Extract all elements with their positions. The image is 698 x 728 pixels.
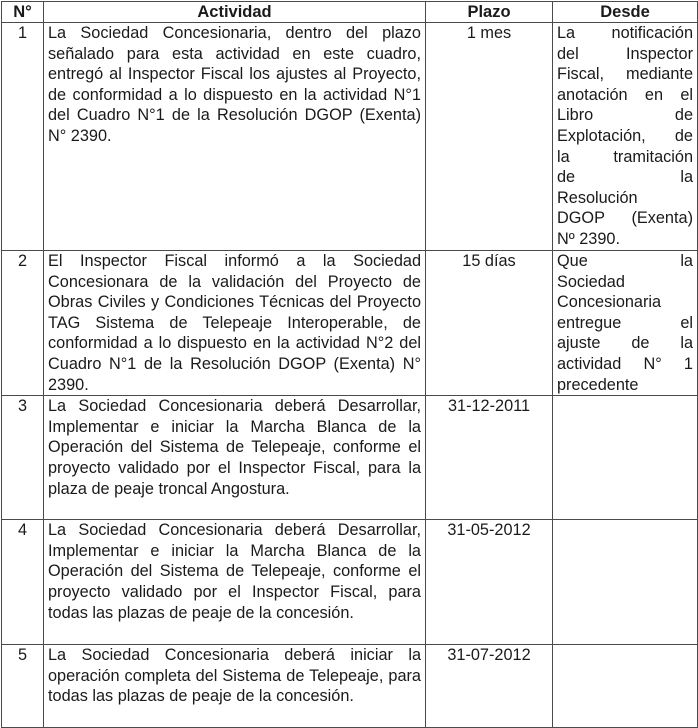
row-actividad: La Sociedad Concesionaria, dentro del plazo señalado para esta actividad en este cuadro, entregó al Inspector Fiscal los ajustes al Proyecto, de conformidad a lo dispuesto en la actividad N°1 del Cuadro N°1 de la Resolución DGOP (Exenta) N° 2390. xyxy=(44,23,426,251)
row-plazo: 31-05-2012 xyxy=(426,520,553,645)
desde-line: Libro de xyxy=(557,106,693,125)
row-desde xyxy=(553,645,698,728)
desde-line: Explotación, de xyxy=(557,126,693,145)
table-row xyxy=(2,23,698,251)
desde-line: entregue el xyxy=(557,313,693,332)
desde-line: Nº 2390. xyxy=(557,229,620,248)
row-actividad: La Sociedad Concesionaria deberá iniciar la operación completa del Sistema de Telepeaje, para todas las plazas de peaje de la concesión. xyxy=(44,645,426,728)
desde-line: Concesionaria xyxy=(557,293,662,312)
row-desde xyxy=(553,396,698,520)
desde-line: Que la xyxy=(557,252,693,270)
desde-line: del Inspector xyxy=(557,44,693,63)
desde-line: DGOP (Exenta) xyxy=(557,209,693,228)
row-desde xyxy=(553,23,698,251)
row-plazo: 1 mes xyxy=(426,23,553,251)
row-plazo: 15 días xyxy=(426,251,553,396)
row-number: 5 xyxy=(2,645,44,728)
table-row xyxy=(2,645,698,728)
desde-line: actividad N° 1 xyxy=(557,354,693,373)
row-number: 1 xyxy=(2,23,44,251)
row-actividad: La Sociedad Concesionaria deberá Desarrollar, Implementar e iniciar la Marcha Blanca de la Operación del Sistema de Telepeaje, conforme el proyecto validado por el Inspector Fiscal, para todas las plazas de peaje de la concesión. xyxy=(44,520,426,645)
desde-line: Resolución xyxy=(557,188,638,207)
desde-line: de la xyxy=(557,168,693,187)
header-num: N° xyxy=(2,2,44,23)
table-row xyxy=(2,520,698,645)
desde-line: La notificación xyxy=(557,24,693,42)
desde-line: Fiscal, mediante xyxy=(557,65,693,84)
row-plazo: 31-12-2011 xyxy=(426,396,553,520)
row-desde xyxy=(553,520,698,645)
table-row xyxy=(2,396,698,520)
activities-table xyxy=(1,1,698,728)
header-actividad: Actividad xyxy=(44,2,426,23)
table-row xyxy=(2,251,698,396)
row-number: 3 xyxy=(2,396,44,520)
desde-line: la tramitación xyxy=(557,147,693,166)
row-number: 2 xyxy=(2,251,44,396)
row-actividad: La Sociedad Concesionaria deberá Desarrollar, Implementar e iniciar la Marcha Blanca de la Operación del Sistema de Telepeaje, conforme el proyecto validado por el Inspector Fiscal, para la plaza de peaje troncal Angostura. xyxy=(44,396,426,520)
desde-line: precedente xyxy=(557,375,639,394)
header-desde: Desde xyxy=(553,2,698,23)
row-desde xyxy=(553,251,698,396)
row-number: 4 xyxy=(2,520,44,645)
header-row xyxy=(2,2,698,23)
desde-line: anotación en el xyxy=(557,85,693,104)
header-plazo: Plazo xyxy=(426,2,553,23)
row-plazo: 31-07-2012 xyxy=(426,645,553,728)
row-actividad: El Inspector Fiscal informó a la Sociedad Concesionara de la validación del Proyecto de Obras Civiles y Condiciones Técnicas del Proyecto TAG Sistema de Telepeaje Interoperable, de conformidad a lo dispuesto en la actividad N°2 del Cuadro N°1 de la Resolución DGOP (Exenta) N° 2390. xyxy=(44,251,426,396)
desde-line: ajuste de la xyxy=(557,334,693,353)
desde-line: Sociedad xyxy=(557,272,625,291)
